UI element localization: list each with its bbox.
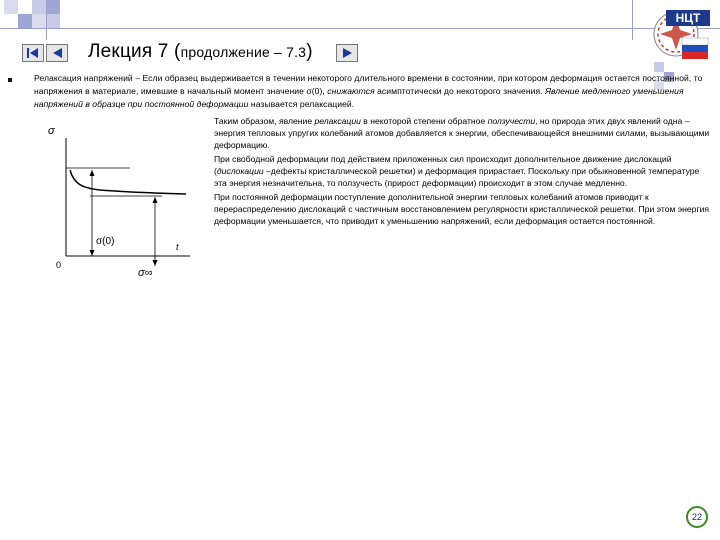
- bullet-marker: [8, 78, 12, 82]
- header-rule: [0, 28, 720, 29]
- arrow-left-icon: [26, 47, 40, 59]
- prev-slide-button[interactable]: [22, 44, 44, 62]
- paragraph-2: При свободной деформации под действием приложенных сил происходит дополнительное движение дислокаций (дислокации –дефекты кристаллической решетки) и деформация прирастает. Поскольку при обыкновенной температуре эта энергия незначительна, то ползучесть (прирост деформации) происходит в этом случае медленно.: [214, 154, 700, 188]
- header-vrule: [46, 0, 47, 40]
- arrow-left-icon: [50, 47, 64, 59]
- page-number-badge: 22: [686, 506, 708, 528]
- header-vrule-right: [632, 0, 633, 40]
- first-slide-button[interactable]: [46, 44, 68, 62]
- y-axis-label: σ: [48, 125, 55, 137]
- arrow-right-icon: [340, 47, 354, 59]
- relaxation-graph: [30, 118, 210, 288]
- svg-text:НЦТ: НЦТ: [675, 11, 701, 25]
- next-slide-button[interactable]: [336, 44, 358, 62]
- paragraph-3: При постоянной деформации поступление дополнительной энергии тепловых колебаний атомов приводит к перераспределению дислокаций с частичным восстановлением регулярности кристаллической решетки. При этом энергия деформации уменьшается, что приводит к уменьшению напряжений, если деформация остается постоянной.: [214, 192, 710, 226]
- page-title: Лекция 7 (продолжение – 7.3): [88, 41, 313, 62]
- paragraph-1: Таким образом, явление релаксации в некоторой степени обратное ползучести, но природа этих двух явлений одна – энергия тепловых упругих колебаний атомов добавляется к энергии, обеспечивающейся внешними силами, вызывающими деформацию.: [214, 116, 710, 150]
- relaxation-curve: [70, 170, 186, 194]
- t-label: t: [176, 242, 179, 252]
- sigma0-label: σ(0): [96, 236, 115, 247]
- intro-paragraph: Релаксация напряжений – Если образец выдерживается в течении некоторого длительного времени в состоянии, при котором деформация остается постоянной, то напряжения в материале, имевшие в начальный момент значение σ(0), снижаются асимптотически до некоторого значения. Явление медленного уменьшения напряжений в образце при постоянной деформации называется релаксацией.: [34, 73, 703, 109]
- right-text-block: [214, 115, 714, 229]
- sigma-inf-label: σ∞: [138, 267, 153, 279]
- origin-label: 0: [56, 260, 62, 270]
